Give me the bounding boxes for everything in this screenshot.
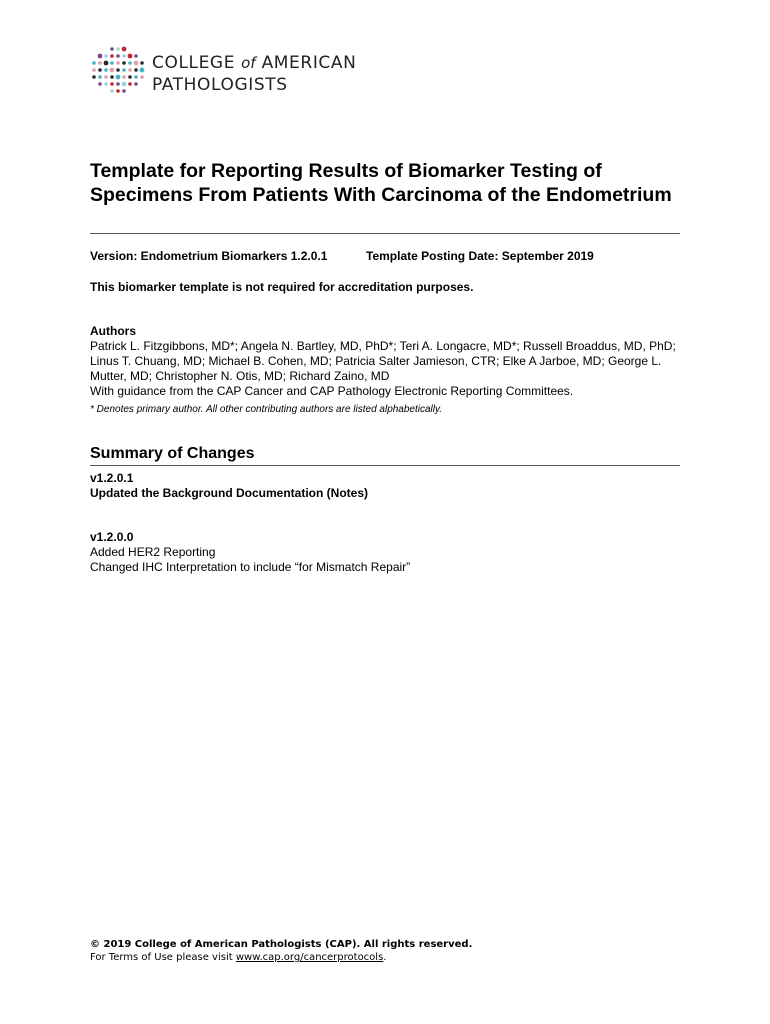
logo-dot: [110, 75, 114, 79]
logo-dot: [92, 68, 96, 72]
logo-dot: [134, 68, 138, 72]
logo-dot: [140, 61, 144, 65]
logo-dot: [104, 68, 108, 72]
logo-dot: [98, 61, 102, 65]
authors-guidance: With guidance from the CAP Cancer and CAP Pathology Electronic Reporting Committees.: [90, 384, 574, 398]
change-version: v1.2.0.0: [90, 530, 134, 544]
change-version: v1.2.0.1: [90, 471, 134, 485]
authors-heading: Authors: [90, 324, 136, 338]
logo-dot: [116, 54, 120, 58]
summary-divider: [90, 465, 680, 466]
terms-link[interactable]: www.cap.org/cancerprotocols: [235, 952, 384, 963]
logo-dot: [92, 61, 96, 65]
footer: [90, 938, 472, 964]
logo-dot: [140, 75, 144, 79]
logo-dot: [116, 61, 120, 65]
authors-names: Patrick L. Fitzgibbons, MD*; Angela N. Bartley, MD, PhD*; Teri A. Longacre, MD*; Russell Broaddus, MD, PhD; Linus T. Chuang, MD; Michael B. Cohen, MD; Patricia Salter Jamieson, CTR; Elke A Jarboe, MD; George L. Mutter, MD; Christopher N. Otis, MD; Richard Zaino, MD: [90, 339, 676, 383]
summary-heading: Summary of Changes: [90, 445, 255, 462]
logo-dot: [98, 54, 103, 59]
logo-dot: [134, 75, 138, 79]
logo-dot: [122, 68, 126, 72]
logo-dot: [122, 61, 126, 65]
logo-dot: [110, 47, 114, 51]
logo-dot: [116, 89, 120, 93]
logo-dot: [116, 75, 121, 80]
logo-dot: [110, 68, 115, 73]
logo-dot: [104, 75, 108, 79]
logo-dot: [104, 82, 108, 86]
logo-dot: [116, 47, 120, 51]
logo-dot: [110, 82, 114, 86]
logo-dot: [122, 82, 127, 87]
logo-dot: [140, 68, 145, 73]
logo-dot: [110, 54, 114, 58]
cap-logo: [90, 44, 390, 100]
authors-footnote: * Denotes primary author. All other contributing authors are listed alphabetically.: [90, 404, 443, 415]
change-line: Updated the Background Documentation (Notes): [90, 486, 369, 500]
logo-dot: [128, 61, 132, 65]
version-label: Version: Endometrium Biomarkers 1.2.0.1: [90, 249, 328, 263]
logo-dot: [104, 61, 109, 66]
logo-dot: [98, 68, 102, 72]
logo-line-1: COLLEGE of AMERICAN: [152, 53, 357, 73]
change-line: Changed IHC Interpretation to include “for Mismatch Repair”: [90, 560, 411, 574]
logo-dot: [128, 68, 132, 72]
logo-dot: [110, 61, 114, 65]
logo-line-2: PATHOLOGISTS: [152, 75, 288, 95]
accreditation-note: This biomarker template is not required for accreditation purposes.: [90, 280, 474, 294]
change-line: Added HER2 Reporting: [90, 545, 216, 559]
logo-dot: [116, 82, 120, 86]
logo-dot: [116, 68, 120, 72]
copyright-text: © 2019 College of American Pathologists (CAP). All rights reserved.: [90, 939, 473, 950]
logo-dot: [98, 82, 102, 86]
logo-dot: [92, 75, 96, 79]
logo-dot: [122, 47, 127, 52]
logo-dot: [98, 75, 102, 79]
logo-dot: [122, 89, 126, 93]
logo-dot: [122, 75, 126, 79]
logo-dot: [122, 54, 126, 58]
logo-wordmark: [152, 52, 356, 96]
document-title: Template for Reporting Results of Biomarker Testing of Specimens From Patients With Carcinoma of the Endometrium: [90, 160, 672, 206]
change-entry-1: [90, 471, 368, 501]
change-entry-2: [90, 530, 410, 575]
logo-dot: [104, 54, 108, 58]
authors-section: [90, 324, 690, 417]
terms-line: For Terms of Use please visit www.cap.org/cancerprotocols.: [90, 952, 387, 963]
logo-dot: [128, 75, 132, 79]
logo-dot: [134, 61, 139, 66]
posting-date-label: Template Posting Date: September 2019: [366, 249, 594, 263]
logo-dot: [128, 82, 132, 86]
title-divider: [90, 233, 680, 234]
logo-dot: [134, 82, 138, 86]
cap-dots-logo-icon: [90, 44, 146, 100]
logo-dot: [134, 54, 138, 58]
logo-dot: [110, 89, 114, 93]
logo-dot: [128, 54, 133, 59]
